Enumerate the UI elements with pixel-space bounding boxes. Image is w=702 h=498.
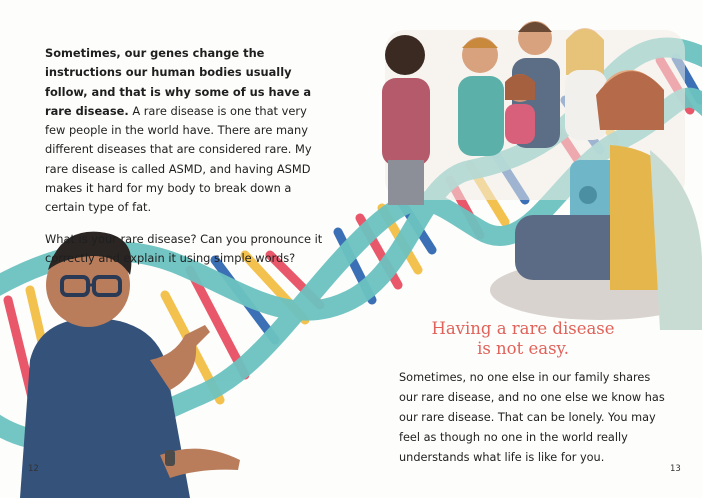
section-heading xyxy=(418,319,628,359)
right-page-paragraph: Sometimes, no one else in our family shares our rare disease, and no one else we know has our rare disease. That can be lonely. You may feel as though no one in the world really understands what life is like for you. xyxy=(399,371,665,464)
heading-line-1: Having a rare disease xyxy=(431,319,615,338)
intro-body-text: A rare disease is one that very few people in the world have. There are many different diseases that are considered rare. My rare disease is called ASMD, and having ASMD makes it hard for my body to break down a certain type of fat. xyxy=(45,103,312,215)
heading-line-2: is not easy. xyxy=(477,339,569,358)
intro-paragraph xyxy=(45,44,327,218)
intro-bold-text: Sometimes, our genes change the instructions our human bodies usually follow, and that is why some of us have a rare disease. xyxy=(45,46,312,118)
left-page-text xyxy=(45,44,327,280)
question-paragraph: What is your rare disease? Can you pronounce it correctly and explain it using simple words? xyxy=(45,231,323,265)
page-number-right: 13 xyxy=(670,464,681,474)
page-number-left: 12 xyxy=(28,464,39,474)
